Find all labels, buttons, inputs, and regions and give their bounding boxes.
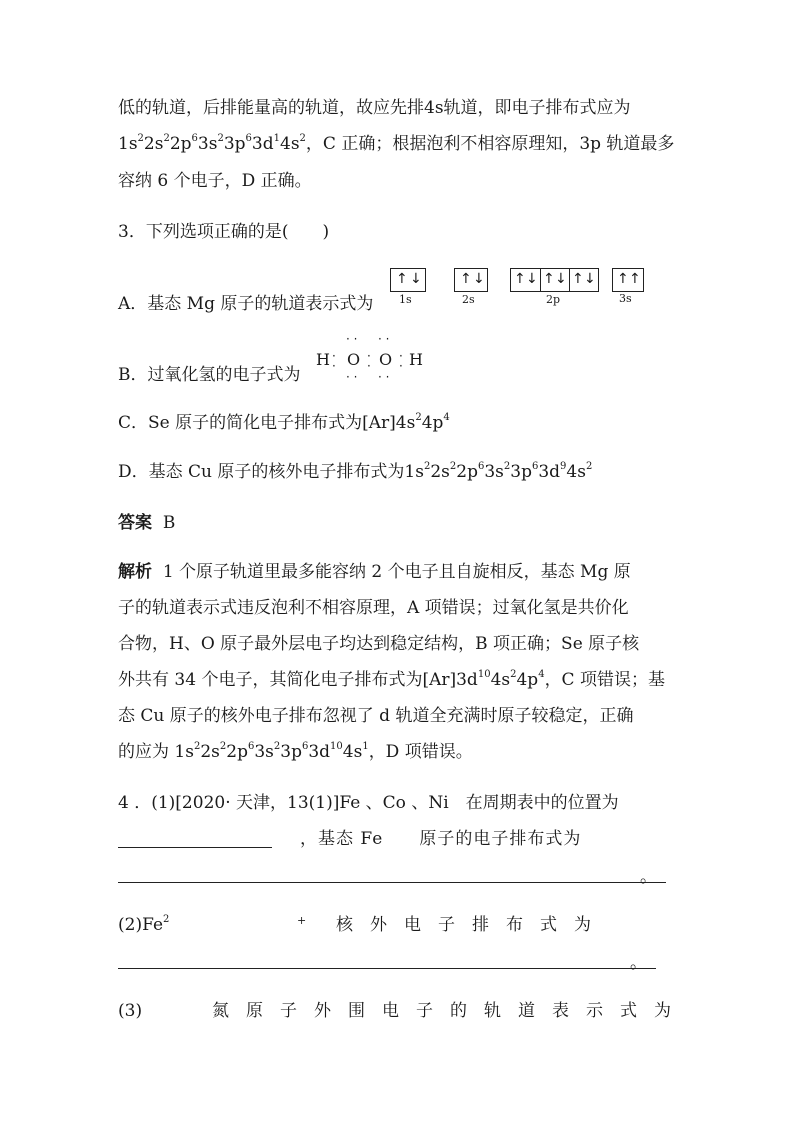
text-fragment: 外共有 34 个电子，其简化电子排布式为 bbox=[118, 670, 423, 690]
text-fragment: 的应为 bbox=[118, 742, 169, 762]
text-fragment: D．基态 Cu 原子的核外电子排布式为 bbox=[118, 462, 405, 482]
analysis-line: 合物，H、O 原子最外层电子均达到稳定结构，B 项正确；Se 原子核 bbox=[118, 634, 640, 654]
electron-config: $1s^22s^22p^63s^23p^63d^14s^2$ bbox=[118, 133, 306, 154]
atom-symbol: O bbox=[379, 350, 393, 369]
orbital-label: 2s bbox=[462, 293, 475, 306]
analysis-line: 态 Cu 原子的核外电子排布忽视了 d 轨道全充满时原子较稳定，正确 bbox=[118, 706, 634, 726]
analysis-line bbox=[118, 669, 665, 691]
orbital-box-1s bbox=[390, 268, 426, 292]
atom-symbol: H bbox=[316, 350, 330, 369]
arrow-up-icon: ↑ bbox=[460, 271, 472, 287]
electron-config: $1s^22s^22p^63s^23p^63d^94s^2$ bbox=[404, 461, 593, 482]
answer-blank[interactable] bbox=[118, 847, 272, 848]
orbital-diagram bbox=[390, 268, 650, 318]
text-fragment: C．Se 原子的简化电子排布式为 bbox=[118, 413, 363, 433]
period-mark: 。 bbox=[640, 867, 657, 887]
answer-blank[interactable] bbox=[118, 968, 656, 969]
arrow-down-icon: ↓ bbox=[584, 271, 596, 287]
question-4-part3: (3) bbox=[118, 1001, 143, 1021]
option-a: A．基态 Mg 原子的轨道表示式为 bbox=[118, 294, 374, 314]
answer-value: B bbox=[162, 513, 176, 533]
arrow-up-icon: ↑ bbox=[543, 271, 555, 287]
analysis-line: 子的轨道表示式违反泡利不相容原理，A 项错误；过氧化氢是共价化 bbox=[118, 598, 629, 618]
question-4-part3-text: 氮 原 子 外 围 电 子 的 轨 道 表 示 式 为 bbox=[212, 1001, 671, 1021]
period-mark: 。 bbox=[630, 953, 647, 973]
orbital-label: 1s bbox=[399, 293, 412, 306]
orbital-box-2p bbox=[510, 268, 599, 292]
arrow-down-icon: ↓ bbox=[526, 271, 538, 287]
text-line: 低的轨道，后排能量高的轨道，故应先排4s轨道，即电子排布式应为 bbox=[118, 98, 631, 118]
arrow-down-icon: ↓ bbox=[473, 271, 485, 287]
analysis-line bbox=[118, 741, 473, 763]
orbital-label: 3s bbox=[619, 292, 632, 305]
superscript-plus: + bbox=[297, 914, 307, 927]
text-line bbox=[118, 133, 674, 155]
arrow-down-icon: ↓ bbox=[555, 271, 567, 287]
arrow-down-icon: ↓ bbox=[410, 271, 422, 287]
option-d bbox=[118, 461, 592, 483]
answer-blank[interactable] bbox=[118, 882, 666, 883]
analysis-line bbox=[118, 561, 631, 583]
orbital-box-3s bbox=[612, 268, 644, 292]
text-fragment: ，C 项错误；基 bbox=[544, 670, 665, 690]
orbital-label: 2p bbox=[546, 293, 561, 306]
atom-symbol: O bbox=[347, 350, 361, 369]
text-fragment: 1 个原子轨道里最多能容纳 2 个电子且自旋相反，基态 Mg 原 bbox=[162, 562, 631, 582]
text-line: 容纳 6 个电子，D 正确。 bbox=[118, 171, 312, 191]
atom-symbol: H bbox=[409, 350, 423, 369]
lewis-formula: H · · O · · · · · · O · · · · · · H bbox=[316, 332, 423, 384]
answer-label: 答案 bbox=[118, 513, 152, 533]
orbital-box-2s bbox=[454, 268, 488, 292]
question-4-line: ，基态 Fe 原子的电子排布式为 bbox=[300, 829, 582, 849]
arrow-up-icon: ↑ bbox=[396, 271, 408, 287]
electron-config: $[Ar]3d^{10}4s^24p^4$ bbox=[422, 669, 545, 690]
text-fragment: (2)Fe bbox=[118, 915, 164, 935]
arrow-up-icon: ↑ bbox=[514, 271, 526, 287]
arrow-up-icon: ↑ bbox=[572, 271, 584, 287]
arrow-up-icon: ↑ bbox=[629, 271, 641, 287]
question-4-part2-text: 核 外 电 子 排 布 式 为 bbox=[336, 915, 591, 935]
electron-config: $1s^22s^22p^63s^23p^63d^{10}4s^1$ bbox=[174, 741, 369, 762]
question-4-part2: (2)Fe$^2$ bbox=[118, 914, 170, 935]
text-fragment: ，D 项错误。 bbox=[368, 742, 473, 762]
question-3-stem: 3．下列选项正确的是( ) bbox=[118, 222, 330, 242]
option-c bbox=[118, 412, 450, 434]
electron-config: $[Ar]4s^24p^4$ bbox=[362, 412, 450, 433]
answer-line bbox=[118, 512, 175, 534]
text-fragment: ，C 正确；根据泡利不相容原理知，3p 轨道最多 bbox=[305, 134, 675, 154]
analysis-label: 解析 bbox=[118, 562, 152, 582]
option-b: B．过氧化氢的电子式为 bbox=[118, 365, 301, 385]
question-4-line: 4 ．(1)[2020· 天津，13(1)]Fe 、Co 、Ni 在周期表中的位置为 bbox=[118, 793, 619, 813]
arrow-up-icon: ↑ bbox=[617, 271, 629, 287]
